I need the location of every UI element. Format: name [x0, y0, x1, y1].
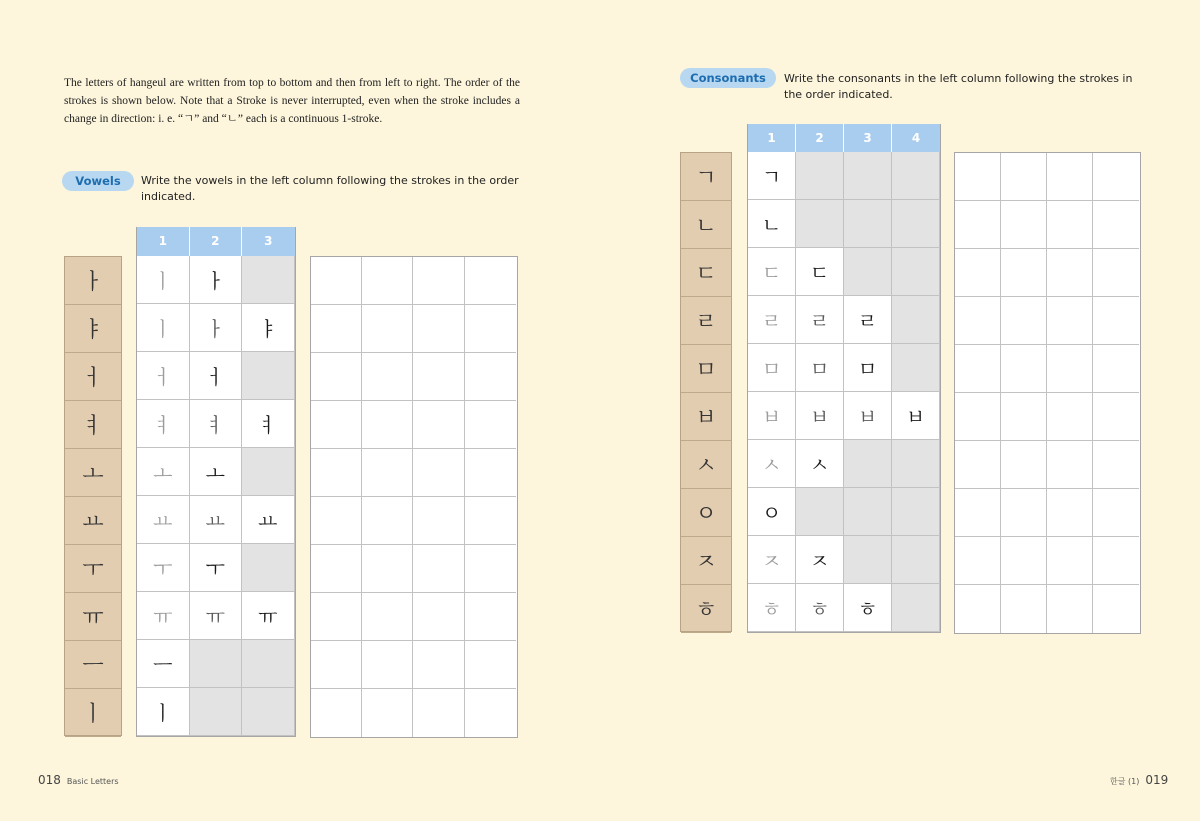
practice-cell [1047, 441, 1093, 489]
stroke-cell-empty [796, 488, 844, 536]
stroke-cell: ㅗ [190, 448, 243, 496]
stroke-cell: ㄹ [844, 296, 892, 344]
stroke-cell: ㅏ [190, 256, 243, 304]
practice-cell [465, 401, 516, 449]
practice-cell [465, 593, 516, 641]
letter-cell: ㅏ [65, 257, 121, 305]
stroke-cell: ㅡ [137, 640, 190, 688]
practice-cell [1093, 297, 1139, 345]
vowels-label: Vowels [62, 171, 134, 191]
stroke-cell-empty [844, 200, 892, 248]
practice-cell [413, 401, 464, 449]
stroke-cell: ㅜ [190, 544, 243, 592]
letter-cell: ㅎ [681, 585, 731, 633]
stroke-cell: ㅕ [190, 400, 243, 448]
stroke-cell: ㅎ [844, 584, 892, 632]
practice-cell [413, 497, 464, 545]
letter-cell: ㅁ [681, 345, 731, 393]
stroke-cell: ㅕ [242, 400, 295, 448]
consonants-label: Consonants [680, 68, 776, 88]
practice-cell [955, 345, 1001, 393]
practice-cell [1001, 345, 1047, 393]
stroke-cell: ㄱ [748, 152, 796, 200]
practice-cell [413, 257, 464, 305]
practice-cell [465, 305, 516, 353]
stroke-cell-empty [892, 488, 940, 536]
stroke-cell: ㅛ [190, 496, 243, 544]
stroke-cell: ㄷ [796, 248, 844, 296]
stroke-cell-empty [242, 544, 295, 592]
practice-cell [1001, 297, 1047, 345]
practice-cell [362, 689, 413, 737]
stroke-cell: ㅓ [190, 352, 243, 400]
practice-cell [413, 689, 464, 737]
stroke-cell: ㅠ [242, 592, 295, 640]
stroke-cell: ㅅ [748, 440, 796, 488]
practice-cell [1047, 537, 1093, 585]
stroke-cell: ㅈ [796, 536, 844, 584]
stroke-cell: ㄹ [748, 296, 796, 344]
stroke-cell-empty [242, 688, 295, 736]
stroke-cell: ㄹ [796, 296, 844, 344]
stroke-cell-empty [892, 248, 940, 296]
practice-cell [1001, 441, 1047, 489]
stroke-cell-empty [892, 200, 940, 248]
practice-cell [311, 641, 362, 689]
letter-cell: ㅠ [65, 593, 121, 641]
practice-cell [1047, 345, 1093, 393]
practice-cell [465, 545, 516, 593]
stroke-cell: ㅅ [796, 440, 844, 488]
stroke-cell: ㄷ [748, 248, 796, 296]
letter-cell: ㅈ [681, 537, 731, 585]
stroke-cell: ㅈ [748, 536, 796, 584]
stroke-cell-empty [892, 152, 940, 200]
practice-cell [955, 201, 1001, 249]
vowels-instruction: Write the vowels in the left column following the strokes in the order indicated. [141, 174, 519, 203]
stroke-cell: ㅛ [137, 496, 190, 544]
letter-cell: ㅑ [65, 305, 121, 353]
practice-cell [311, 497, 362, 545]
stroke-cell: ㅣ [137, 688, 190, 736]
footer-left [38, 773, 119, 787]
practice-cell [955, 585, 1001, 633]
letter-cell: ㅕ [65, 401, 121, 449]
practice-grid [310, 256, 518, 738]
practice-cell [362, 305, 413, 353]
stroke-cell: ㅏ [190, 304, 243, 352]
stroke-cell: ㅇ [748, 488, 796, 536]
practice-cell [1093, 153, 1139, 201]
practice-cell [955, 393, 1001, 441]
practice-cell [362, 353, 413, 401]
chapter-title-right: 한글 (1) [1110, 777, 1140, 786]
practice-cell [413, 593, 464, 641]
letter-cell: ㅜ [65, 545, 121, 593]
practice-cell [362, 449, 413, 497]
letter-cell: ㅇ [681, 489, 731, 537]
practice-cell [955, 441, 1001, 489]
stroke-cell: ㅠ [137, 592, 190, 640]
practice-cell [362, 593, 413, 641]
stroke-cell: ㅣ [137, 304, 190, 352]
page-number-left: 018 [38, 773, 61, 787]
stroke-cell-empty [892, 296, 940, 344]
practice-cell [465, 449, 516, 497]
practice-cell [1093, 585, 1139, 633]
practice-cell [1047, 585, 1093, 633]
footer-right [1110, 773, 1168, 787]
practice-cell [311, 305, 362, 353]
stroke-cell-empty [242, 352, 295, 400]
practice-cell [1047, 489, 1093, 537]
stroke-cell: ㅂ [892, 392, 940, 440]
letter-cell: ㄱ [681, 153, 731, 201]
practice-grid [954, 152, 1141, 634]
stroke-cell-empty [892, 536, 940, 584]
stroke-cell: ㅂ [796, 392, 844, 440]
stroke-cell: ㅓ [137, 352, 190, 400]
practice-cell [362, 545, 413, 593]
practice-cell [955, 249, 1001, 297]
letter-cell: ㄴ [681, 201, 731, 249]
practice-cell [311, 545, 362, 593]
intro-paragraph: The letters of hangeul are written from top to bottom and then from left to right. The order of the strokes is shown below. Note that a Stroke is never interrupted, even when the stroke includes a change in direction: i. e. “ㄱ” and “ㄴ” each is a continuous 1-stroke. [64, 77, 520, 125]
stroke-cell-empty [190, 688, 243, 736]
practice-cell [1093, 201, 1139, 249]
stroke-cell: ㄴ [748, 200, 796, 248]
practice-cell [1001, 489, 1047, 537]
practice-cell [362, 641, 413, 689]
stroke-step-header: 3 [844, 124, 892, 152]
practice-cell [1047, 249, 1093, 297]
practice-cell [1001, 201, 1047, 249]
stroke-cell: ㅂ [748, 392, 796, 440]
stroke-cell-empty [892, 584, 940, 632]
chapter-title-left: Basic Letters [66, 777, 119, 786]
stroke-step-header: 1 [748, 124, 796, 152]
practice-cell [311, 257, 362, 305]
practice-cell [362, 257, 413, 305]
practice-cell [1001, 153, 1047, 201]
stroke-cell: ㅁ [748, 344, 796, 392]
practice-cell [413, 641, 464, 689]
stroke-cell-empty [796, 200, 844, 248]
stroke-step-header: 2 [796, 124, 844, 152]
letter-cell: ㅂ [681, 393, 731, 441]
stroke-step-header: 1 [137, 227, 190, 256]
letter-cell: ㄹ [681, 297, 731, 345]
practice-cell [955, 297, 1001, 345]
stroke-cell-empty [844, 488, 892, 536]
practice-cell [1047, 201, 1093, 249]
stroke-cell: ㅁ [796, 344, 844, 392]
letter-cell: ㅣ [65, 689, 121, 737]
stroke-cell: ㅠ [190, 592, 243, 640]
practice-cell [1093, 345, 1139, 393]
practice-cell [311, 449, 362, 497]
stroke-cell-empty [844, 248, 892, 296]
stroke-step-header: 4 [892, 124, 940, 152]
practice-cell [362, 401, 413, 449]
letter-cell: ㅛ [65, 497, 121, 545]
practice-cell [1047, 393, 1093, 441]
stroke-cell-empty [242, 640, 295, 688]
practice-cell [465, 257, 516, 305]
practice-cell [311, 353, 362, 401]
stroke-cell: ㅎ [796, 584, 844, 632]
practice-cell [362, 497, 413, 545]
letter-cell: ㅅ [681, 441, 731, 489]
practice-cell [1093, 249, 1139, 297]
stroke-cell-empty [242, 256, 295, 304]
stroke-cell: ㅎ [748, 584, 796, 632]
stroke-cell-empty [844, 440, 892, 488]
practice-cell [311, 401, 362, 449]
stroke-cell-empty [796, 152, 844, 200]
letter-column [64, 256, 122, 736]
stroke-cell: ㅂ [844, 392, 892, 440]
practice-cell [1093, 393, 1139, 441]
practice-cell [413, 353, 464, 401]
practice-cell [1001, 585, 1047, 633]
letter-column [680, 152, 732, 632]
stroke-cell: ㅣ [137, 256, 190, 304]
practice-cell [413, 545, 464, 593]
stroke-cell-empty [190, 640, 243, 688]
letter-cell: ㅡ [65, 641, 121, 689]
practice-cell [465, 353, 516, 401]
practice-cell [1001, 393, 1047, 441]
stroke-cell: ㅁ [844, 344, 892, 392]
stroke-cell-empty [844, 536, 892, 584]
practice-cell [465, 689, 516, 737]
stroke-cell-empty [892, 440, 940, 488]
letter-cell: ㄷ [681, 249, 731, 297]
stroke-cell: ㅛ [242, 496, 295, 544]
practice-cell [1047, 297, 1093, 345]
practice-cell [413, 305, 464, 353]
practice-cell [465, 497, 516, 545]
stroke-cell-empty [892, 344, 940, 392]
practice-cell [465, 641, 516, 689]
stroke-cell: ㅑ [242, 304, 295, 352]
practice-cell [955, 489, 1001, 537]
practice-cell [1093, 489, 1139, 537]
stroke-cell: ㅗ [137, 448, 190, 496]
practice-cell [1001, 537, 1047, 585]
practice-cell [1001, 249, 1047, 297]
stroke-cell-empty [242, 448, 295, 496]
practice-cell [955, 153, 1001, 201]
consonants-instruction: Write the consonants in the left column following the strokes in the order indicated. [784, 72, 1133, 101]
stroke-step-header: 2 [190, 227, 243, 256]
letter-cell: ㅗ [65, 449, 121, 497]
stroke-cell: ㅜ [137, 544, 190, 592]
stroke-cell: ㅕ [137, 400, 190, 448]
stroke-cell-empty [844, 152, 892, 200]
letter-cell: ㅓ [65, 353, 121, 401]
practice-cell [955, 537, 1001, 585]
practice-cell [311, 593, 362, 641]
stroke-step-header: 3 [242, 227, 295, 256]
practice-cell [1093, 537, 1139, 585]
practice-cell [1093, 441, 1139, 489]
practice-cell [1047, 153, 1093, 201]
practice-cell [311, 689, 362, 737]
page-number-right: 019 [1145, 773, 1169, 787]
practice-cell [413, 449, 464, 497]
